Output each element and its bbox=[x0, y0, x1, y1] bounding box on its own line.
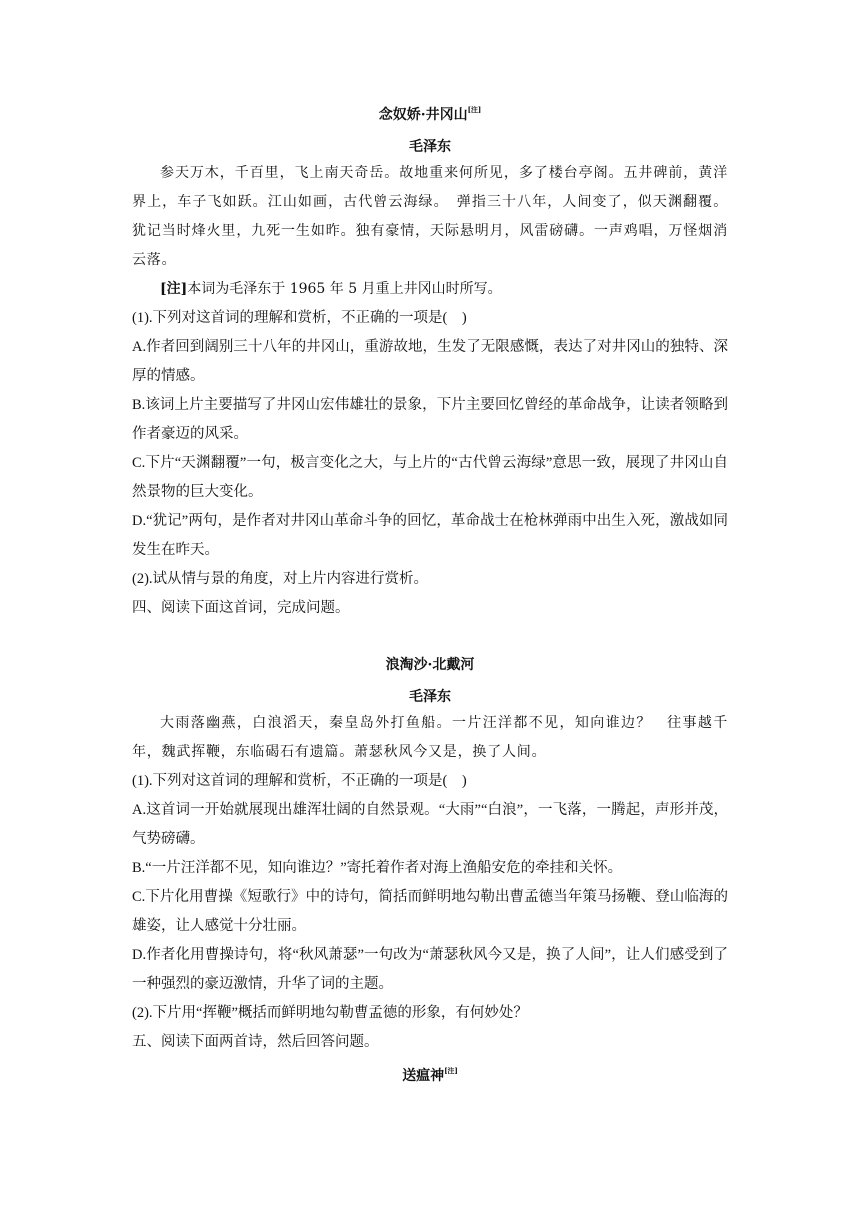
poem1-author: 毛泽东 bbox=[409, 139, 451, 155]
poem1-text: 参天万木，千百里，飞上南天奇岳。故地重来何所见，多了楼台亭阁。五井碑前，黄洋界上，车子飞如跃。江山如画，古代曾云海绿。 弹指三十八年，人间变了，似天渊翻覆。犹记当时烽火里，九死一生如昨。独有豪情，天际悬明月，风雷磅礴。一声鸡唱，万怪烟消云落。 bbox=[132, 165, 728, 268]
note-label: [注] bbox=[160, 281, 188, 297]
poem1-option-c: C.下片“天渊翻覆”一句，极言变化之大，与上片的“古代曾云海绿”意思一致，展现了井冈山自然景物的巨大变化。 bbox=[132, 455, 728, 500]
section-4-heading: 四、阅读下面这首词，完成问题。 bbox=[132, 600, 350, 616]
poem1-option-d: D.“犹记”两句，是作者对井冈山革命斗争的回忆，革命战士在枪林弹雨中出生入死，激战如同发生在昨天。 bbox=[132, 513, 728, 558]
poem1-note: [注]本词为毛泽东于 1965 年 5 月重上井冈山时所写。 bbox=[160, 281, 502, 297]
poem1-title-note: [注] bbox=[467, 105, 482, 114]
poem2-option-c: C.下片化用曹操《短歌行》中的诗句，简括而鲜明地勾勒出曹孟德当年策马扬鞭、登山临海的雄姿，让人感觉十分壮丽。 bbox=[132, 889, 728, 934]
poem1-title: 念奴娇·井冈山[注] bbox=[378, 105, 482, 123]
poem1-question-2: (2).试从情与景的角度，对上片内容进行赏析。 bbox=[132, 571, 429, 587]
poem2-text: 大雨落幽燕，白浪滔天，秦皇岛外打鱼船。一片汪洋都不见，知向谁边？ 往事越千年，魏武挥鞭，东临碣石有遗篇。萧瑟秋风今又是，换了人间。 bbox=[132, 715, 728, 760]
section-5-heading: 五、阅读下面两首诗，然后回答问题。 bbox=[132, 1034, 379, 1050]
poem1-option-b: B.该词上片主要描写了井冈山宏伟雄壮的景象，下片主要回忆曾经的革命战争，让读者领略到作者豪迈的风采。 bbox=[132, 397, 728, 442]
poem3-title: 送瘟神[注] bbox=[402, 1066, 458, 1084]
poem3-title-note: [注] bbox=[444, 1066, 458, 1075]
poem2-question-1: (1).下列对这首词的理解和赏析，不正确的一项是( ) bbox=[132, 773, 467, 789]
poem1-question-1: (1).下列对这首词的理解和赏析，不正确的一项是( ) bbox=[132, 310, 467, 326]
poem2-title: 浪淘沙·北戴河 bbox=[385, 657, 475, 673]
poem2-author: 毛泽东 bbox=[409, 689, 451, 705]
poem1-option-a: A.作者回到阔别三十八年的井冈山，重游故地，生发了无限感慨，表达了对井冈山的独特、深厚的情感。 bbox=[132, 339, 728, 384]
poem2-option-d: D.作者化用曹操诗句，将“秋风萧瑟”一句改为“萧瑟秋风今又是，换了人间”，让人们感受到了一种强烈的豪迈激情，升华了词的主题。 bbox=[132, 947, 728, 992]
poem2-question-2: (2).下片用“挥鞭”概括而鲜明地勾勒曹孟德的形象，有何妙处？ bbox=[132, 1005, 528, 1021]
poem2-option-a: A.这首词一开始就展现出雄浑壮阔的自然景观。“大雨”“白浪”，一飞落，一腾起，声形并茂，气势磅礴。 bbox=[132, 802, 728, 847]
document-page bbox=[132, 100, 728, 1086]
poem2-option-b: B.“一片汪洋都不见，知向谁边？”寄托着作者对海上渔船安危的牵挂和关怀。 bbox=[132, 860, 623, 876]
